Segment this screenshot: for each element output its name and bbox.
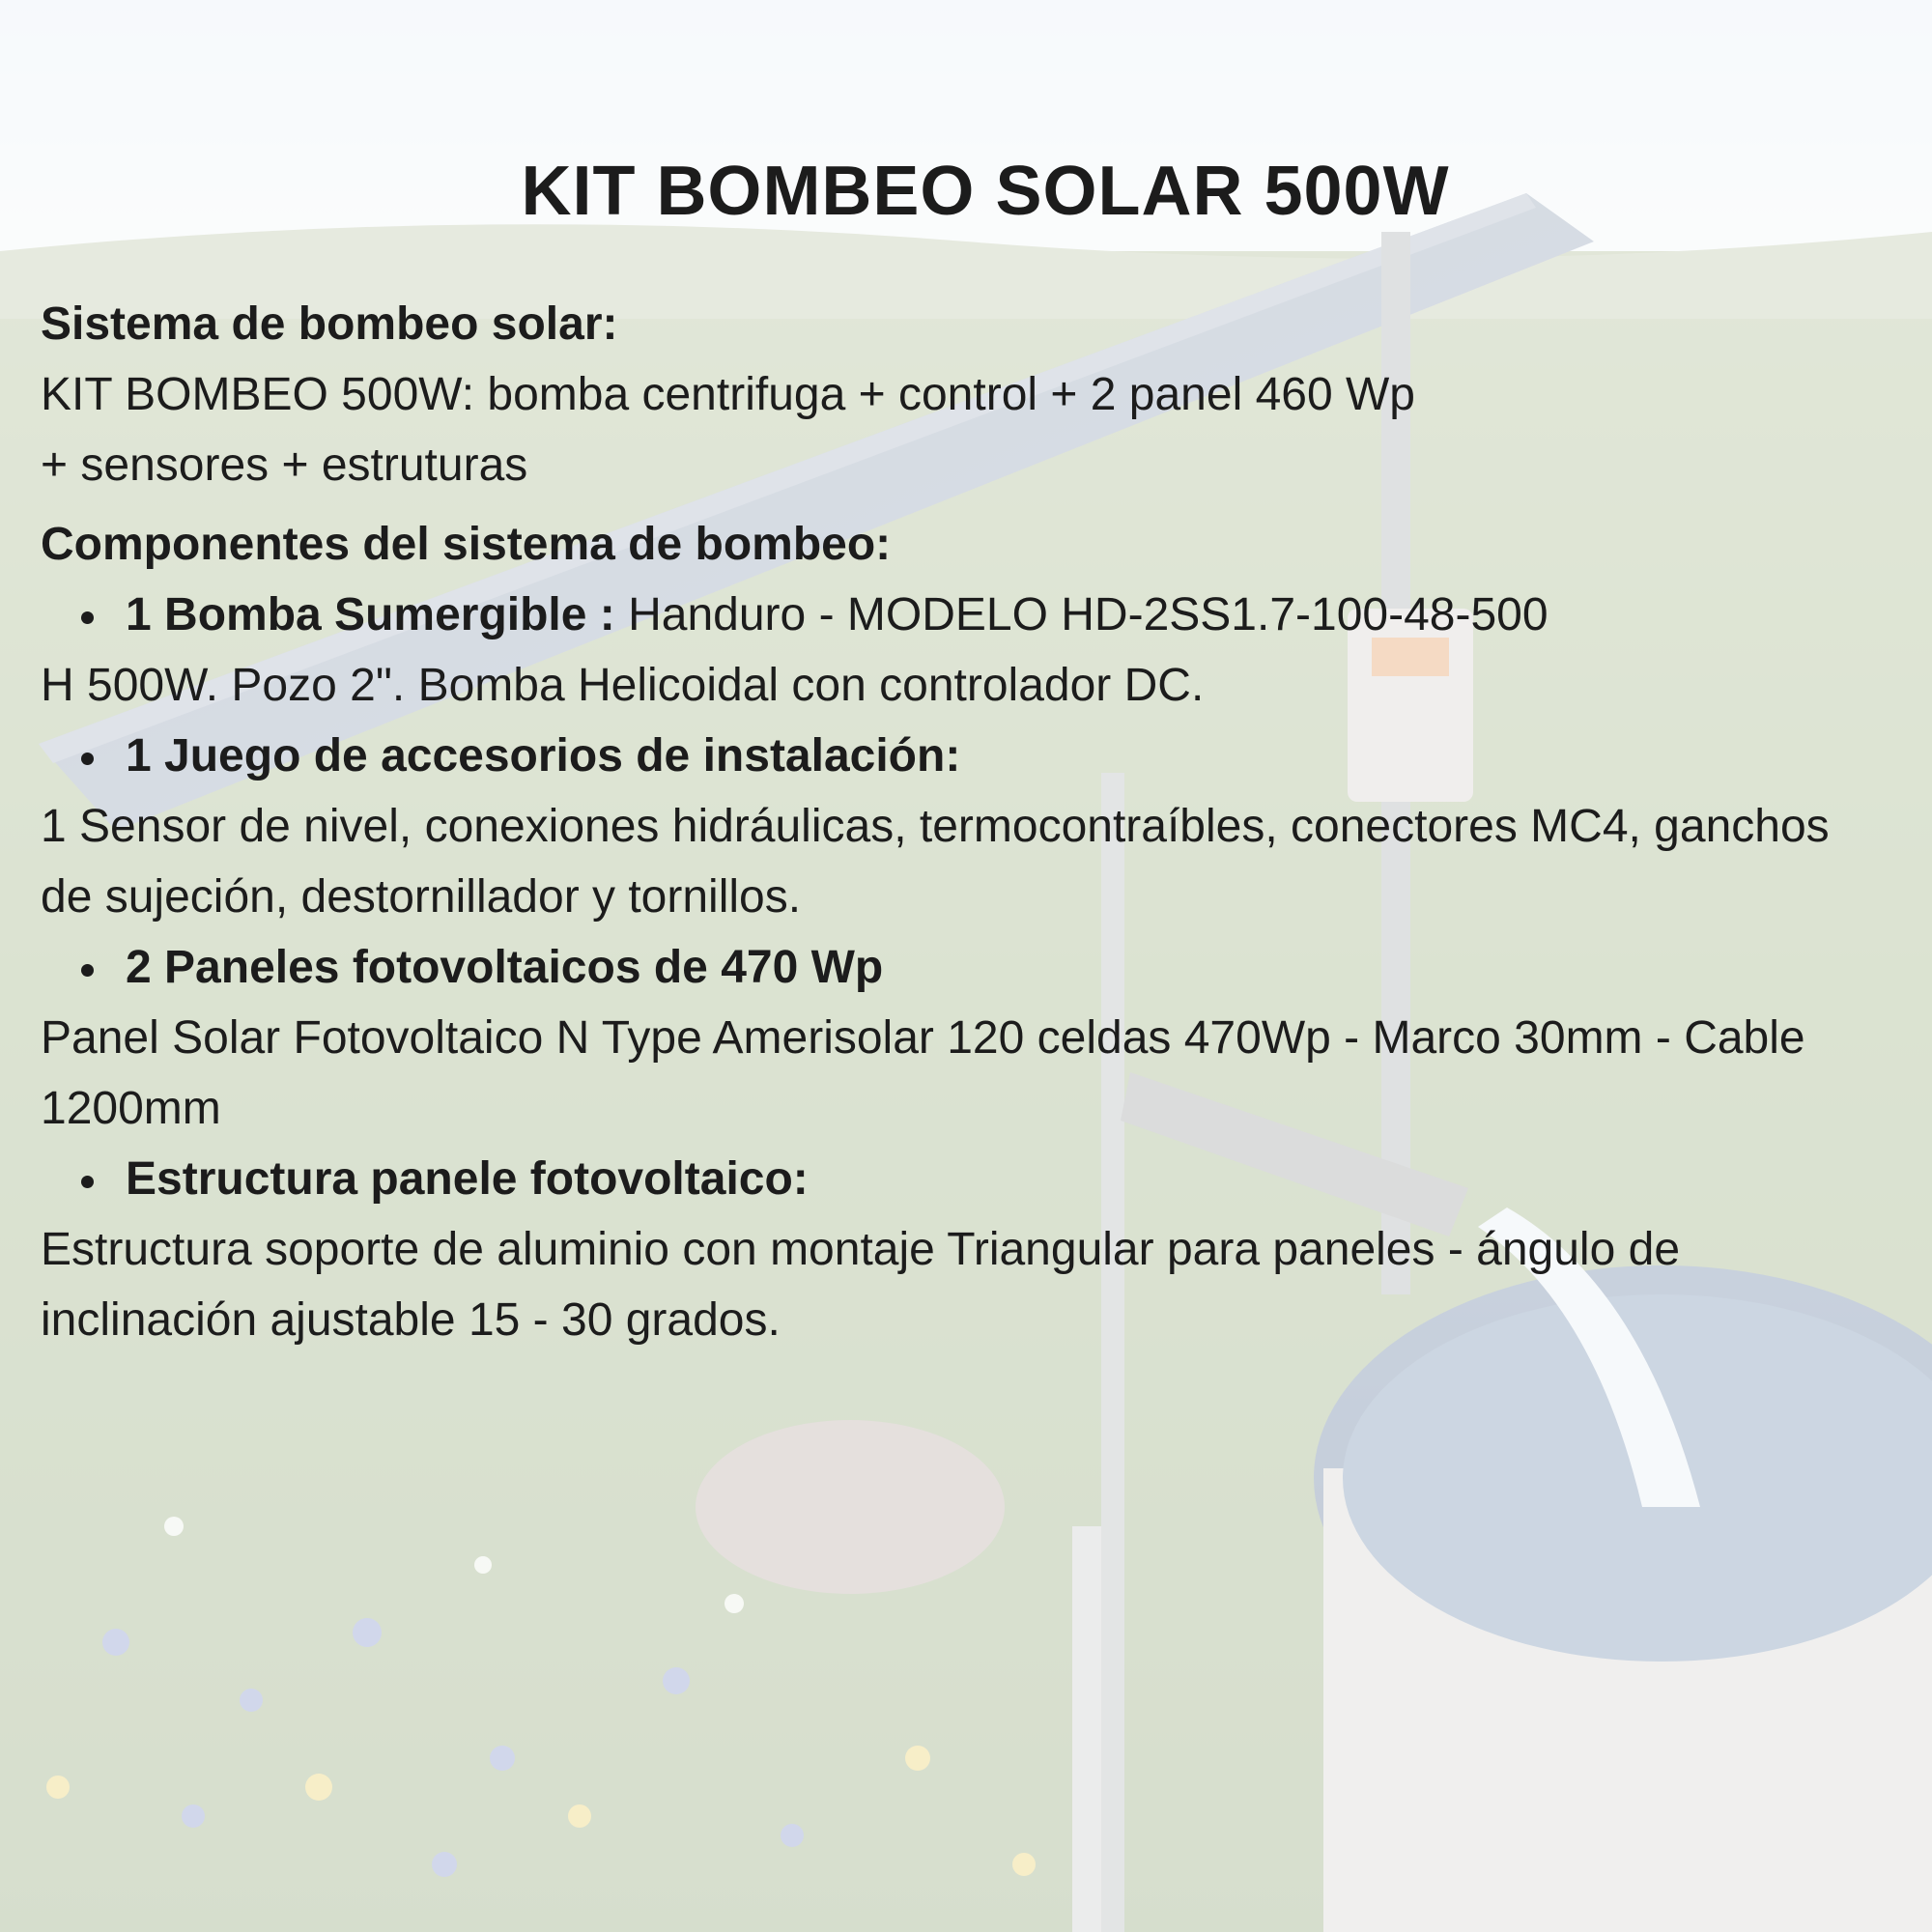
component-item-accessories: [41, 721, 1891, 791]
component-description: Estructura soporte de aluminio con montaje Triangular para paneles - ángulo de inclinación ajustable 15 - 30 grados.: [41, 1224, 1681, 1346]
component-label: 1 Juego de accesorios de instalación:: [126, 730, 961, 781]
component-description: H 500W. Pozo 2". Bomba Helicoidal con controlador DC.: [41, 660, 1205, 711]
system-description: KIT BOMBEO 500W: bomba centrifuga + control + 2 panel 460 Wp + sensores + estruturas: [41, 369, 1415, 491]
bullet-icon: [81, 753, 94, 765]
bullet-icon: [81, 964, 94, 977]
component-label: 1 Bomba Sumergible :: [126, 589, 615, 640]
components-section: [41, 510, 1891, 1355]
component-label: Estructura panele fotovoltaico:: [126, 1153, 809, 1205]
component-label: 2 Paneles fotovoltaicos de 470 Wp: [126, 942, 884, 993]
system-heading: Sistema de bombeo solar:: [41, 298, 618, 350]
page-title: KIT BOMBEO SOLAR 500W: [521, 153, 1450, 230]
component-item-pump: [41, 580, 1891, 650]
component-item-panels: [41, 932, 1891, 1003]
component-item-structure: [41, 1144, 1891, 1214]
component-inline-text: Handuro - MODELO HD-2SS1.7-100-48-500: [614, 589, 1548, 640]
system-section: [41, 290, 1891, 500]
content-block: [41, 145, 1891, 1355]
bullet-icon: [81, 611, 94, 624]
bullet-icon: [81, 1176, 94, 1188]
component-description: 1 Sensor de nivel, conexiones hidráulicas, termocontraíbles, conectores MC4, ganchos de sujeción, destornillador y tornillos.: [41, 801, 1830, 923]
components-heading: Componentes del sistema de bombeo:: [41, 519, 892, 570]
component-description: Panel Solar Fotovoltaico N Type Amerisolar 120 celdas 470Wp - Marco 30mm - Cable 1200mm: [41, 1012, 1805, 1134]
